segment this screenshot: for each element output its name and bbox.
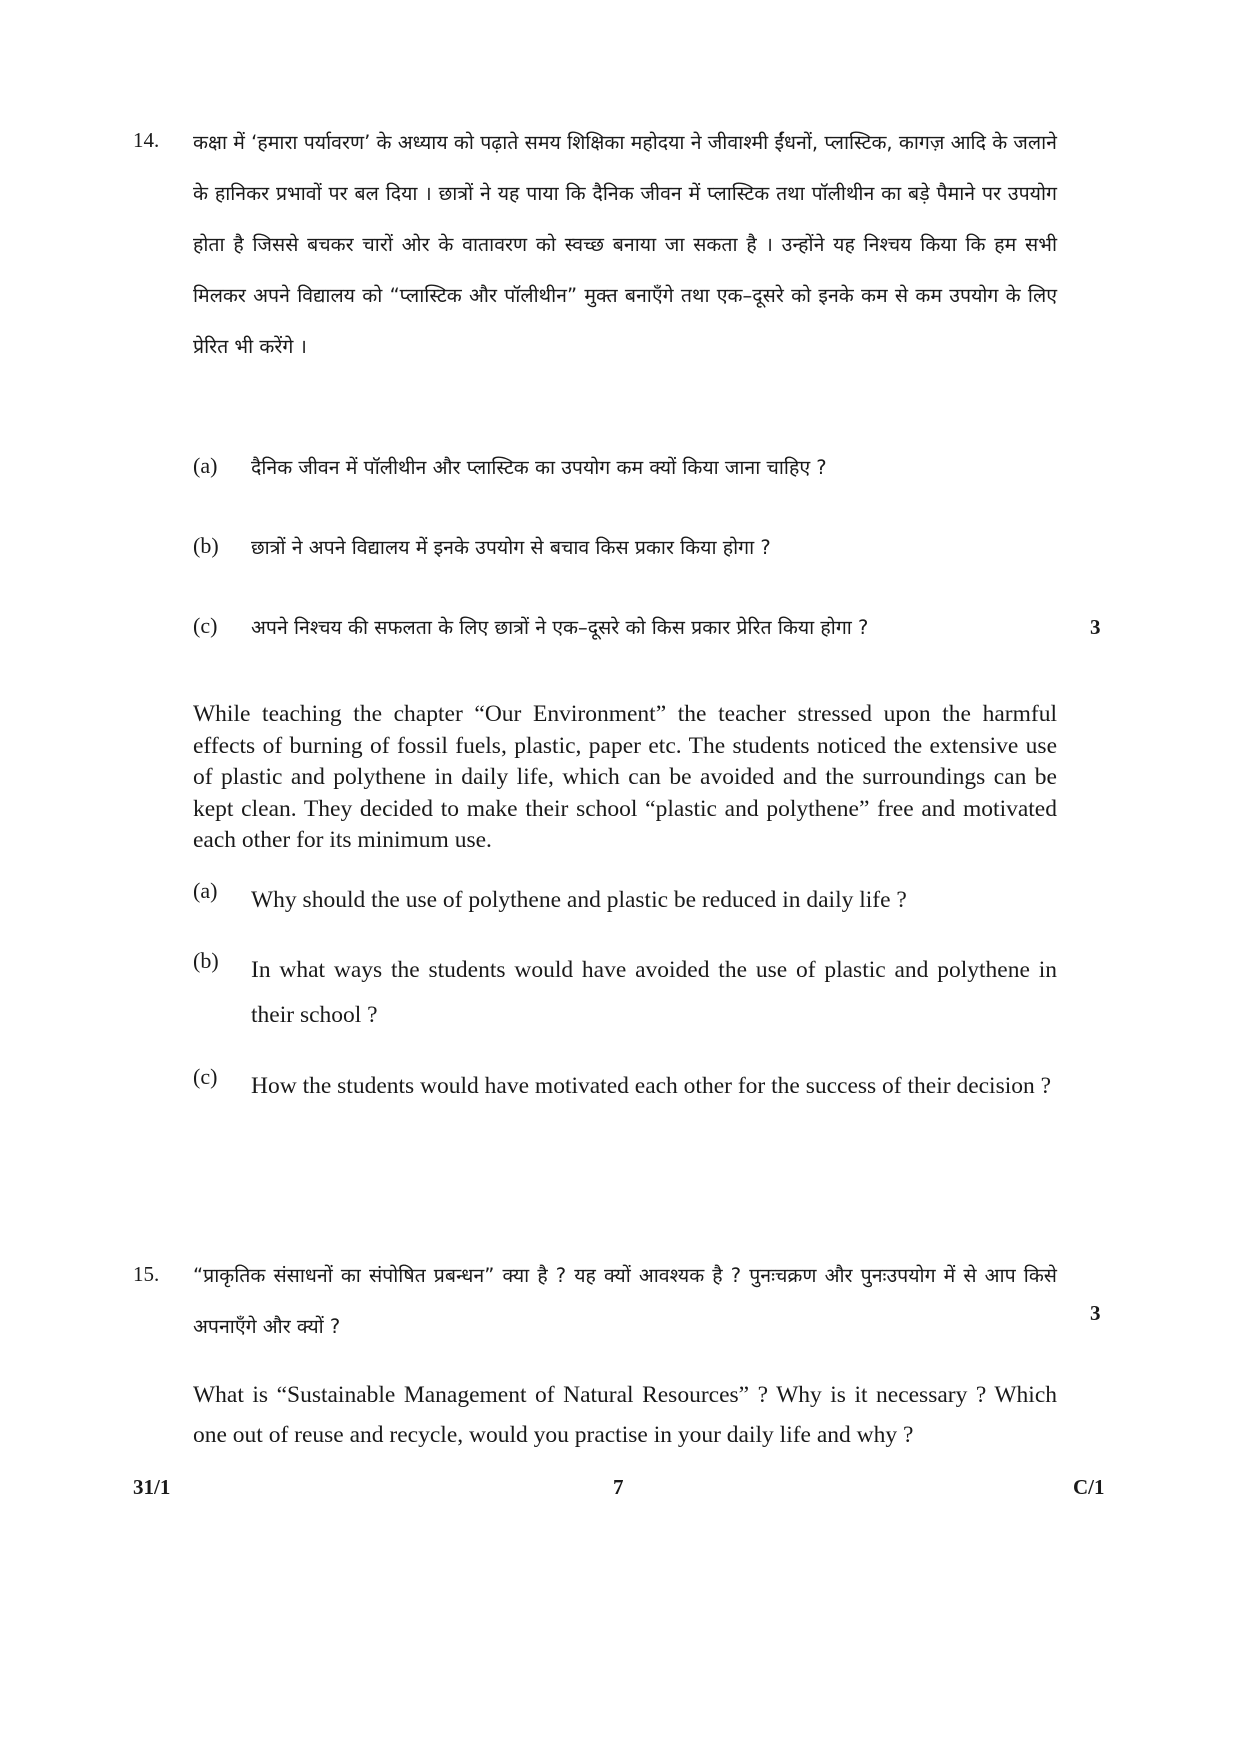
part-label: (c) xyxy=(193,1064,218,1089)
part-text: In what ways the students would have avoided the use of plastic and polythene in their school ? xyxy=(251,957,1057,1028)
question-15-number: 15. xyxy=(133,1262,160,1286)
part-text: दैनिक जीवन में पॉलीथीन और प्लास्टिक का उपयोग कम क्यों किया जाना चाहिए ? xyxy=(251,456,827,479)
question-14-english-part-b xyxy=(193,948,1057,1038)
footer-paper-code: 31/1 xyxy=(133,1475,171,1499)
question-14-hindi-part-b xyxy=(193,533,1057,560)
part-label: (a) xyxy=(193,878,218,903)
part-text: अपने निश्चय की सफलता के लिए छात्रों ने एक–दूसरे को किस प्रकार प्रेरित किया होगा ? xyxy=(251,616,869,639)
question-14-english-text: While teaching the chapter “Our Environment” the teacher stressed upon the harmful effects of burning of fossil fuels, plastic, paper etc. The students noticed the extensive use of plastic and polythene in daily life, which can be avoided and the surroundings can be kept clean. They decided to make their school “plastic and polythene” free and motivated each other for its minimum use. xyxy=(193,701,1057,853)
part-label: (c) xyxy=(193,613,218,638)
part-label: (a) xyxy=(193,453,218,478)
question-15-hindi-text: “प्राकृतिक संसाधनों का संपोषित प्रबन्धन” क्या है ? यह क्यों आवश्यक है ? पुनःचक्रण और पुनःउपयोग में से आप किसे अपनाएँगे और क्यों ? xyxy=(193,1264,1057,1338)
question-14-number: 14. xyxy=(133,128,160,152)
part-text: Why should the use of polythene and plastic be reduced in daily life ? xyxy=(251,887,907,913)
question-15-english-text: What is “Sustainable Management of Natural Resources” ? Why is it necessary ? Which one out of reuse and recycle, would you practise in your daily life and why ? xyxy=(193,1382,1057,1448)
question-14-english-part-c xyxy=(193,1064,1057,1109)
part-text: How the students would have motivated each other for the success of their decision ? xyxy=(251,1073,1052,1099)
question-14-hindi-part-c xyxy=(193,613,1057,640)
question-14-hindi-text: कक्षा में ‘हमारा पर्यावरण’ के अध्याय को पढ़ाते समय शिक्षिका महोदया ने जीवाश्मी ईंधनों, प्लास्टिक, कागज़ आदि के जलाने के हानिकर प्रभावों पर बल दिया । छात्रों ने यह पाया कि दैनिक जीवन में प्लास्टिक तथा पॉलीथीन का बड़े पैमाने पर उपयोग होता है जिससे बचकर चारों ओर के वातावरण को स्वच्छ बनाया जा सकता है । उन्होंने यह निश्चय किया कि हम सभी मिलकर अपने विद्यालय को “प्लास्टिक और पॉलीथीन” मुक्त बनाएँगे तथा एक–दूसरे को इनके कम से कम उपयोग के लिए प्रेरित भी करेंगे । xyxy=(193,131,1057,358)
footer-page-number: 7 xyxy=(613,1475,624,1499)
question-15-marks: 3 xyxy=(1090,1301,1101,1325)
footer-set-code: C/1 xyxy=(1073,1475,1105,1499)
part-label: (b) xyxy=(193,948,219,973)
question-14-marks: 3 xyxy=(1090,615,1101,639)
question-14-english-part-a xyxy=(193,878,1057,923)
question-14-hindi-part-a xyxy=(193,453,1057,480)
part-label: (b) xyxy=(193,533,219,558)
part-text: छात्रों ने अपने विद्यालय में इनके उपयोग से बचाव किस प्रकार किया होगा ? xyxy=(251,536,771,559)
